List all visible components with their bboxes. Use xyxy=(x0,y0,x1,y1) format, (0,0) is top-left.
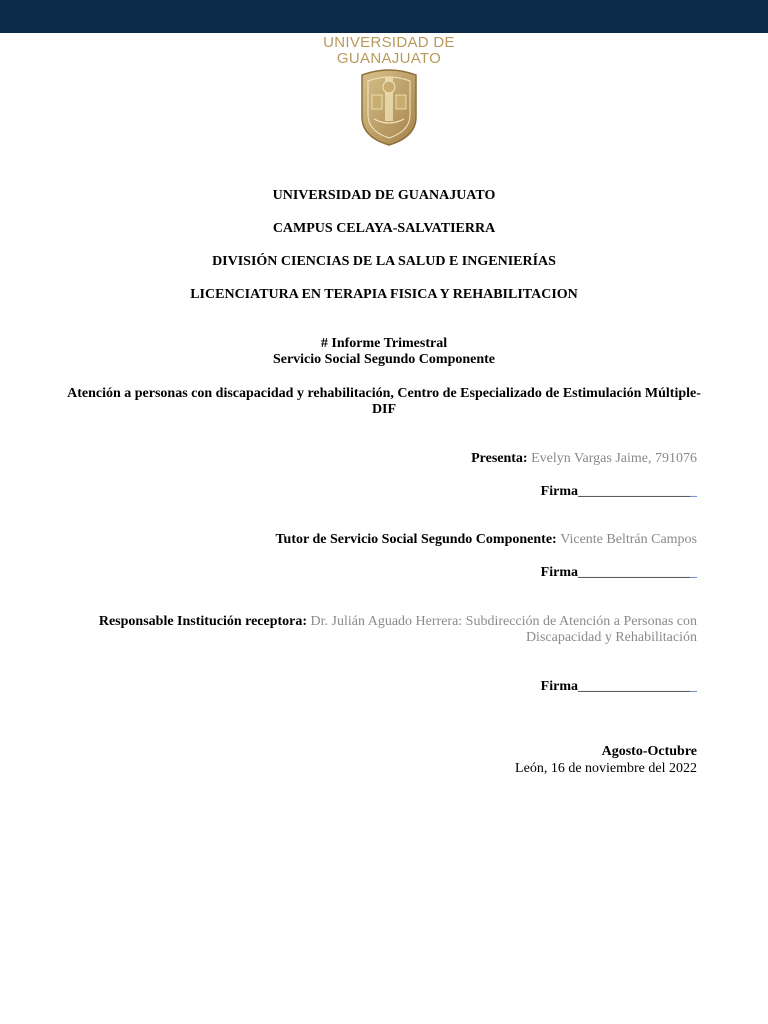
presenter-value: Evelyn Vargas Jaime, 791076 xyxy=(531,451,697,466)
signature-line: ________________ xyxy=(578,565,690,580)
signature-tail: _ xyxy=(690,679,697,694)
tutor-value: Vicente Beltrán Campos xyxy=(560,532,697,547)
report-service: Servicio Social Segundo Componente xyxy=(272,352,496,367)
project-title-line-1: Atención a personas con discapacidad y rehabilitación, Centro de Especializado de Estimulación Múltiple- xyxy=(67,386,701,401)
logo-line-2: GUANAJUATO xyxy=(336,50,442,67)
signature-tail: _ xyxy=(690,484,697,499)
signature-presenter xyxy=(541,483,697,500)
presenter-line xyxy=(471,450,697,467)
title-university: UNIVERSIDAD DE GUANAJUATO xyxy=(272,188,496,203)
signature-line: ________________ xyxy=(578,484,690,499)
tutor-line xyxy=(276,531,698,548)
signature-tutor xyxy=(541,564,697,581)
period: Agosto-Octubre xyxy=(601,744,697,759)
signature-responsible xyxy=(541,678,697,695)
title-division: DIVISIÓN CIENCIAS DE LA SALUD E INGENIERÍAS xyxy=(212,254,556,269)
responsible-value-2: Discapacidad y Rehabilitación xyxy=(525,630,697,645)
signature-tail: _ xyxy=(690,565,697,580)
title-program: LICENCIATURA EN TERAPIA FISICA Y REHABILITACION xyxy=(190,287,578,302)
responsible-value-1: Dr. Julián Aguado Herrera: Subdirección de Atención a Personas con xyxy=(310,614,697,629)
title-campus: CAMPUS CELAYA-SALVATIERRA xyxy=(272,221,496,236)
signature-label: Firma xyxy=(540,565,578,580)
presenter-label: Presenta: xyxy=(471,451,528,466)
logo-line-1: UNIVERSIDAD DE xyxy=(323,34,455,51)
signature-line: ________________ xyxy=(578,679,690,694)
responsible-line-1 xyxy=(99,613,697,630)
place-date: León, 16 de noviembre del 2022 xyxy=(515,761,697,776)
signature-label: Firma xyxy=(540,679,578,694)
responsible-label: Responsable Institución receptora: xyxy=(98,614,308,629)
top-banner xyxy=(0,0,768,33)
project-title-line-2: DIF xyxy=(371,402,397,417)
university-logo-text xyxy=(284,35,494,67)
report-type: # Informe Trimestral xyxy=(320,336,448,351)
university-seal-icon xyxy=(356,67,422,147)
signature-label: Firma xyxy=(540,484,578,499)
tutor-label: Tutor de Servicio Social Segundo Componente: xyxy=(275,532,557,547)
